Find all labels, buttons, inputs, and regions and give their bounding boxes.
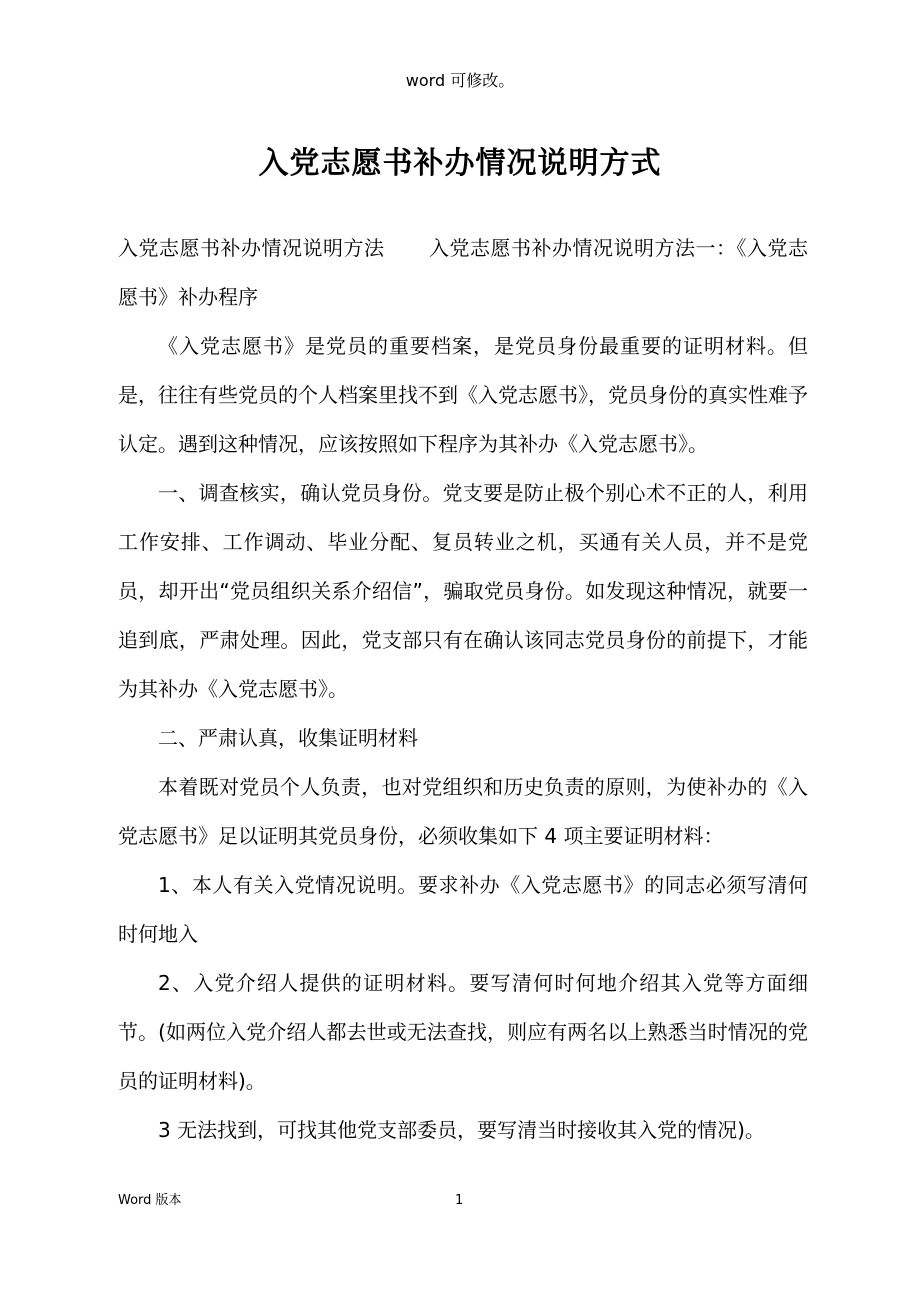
document-title: 入党志愿书补办情况说明方式 [258, 146, 662, 181]
paragraph-6: 2、入党介绍人提供的证明材料。要写清何时何地介绍其入党等方面细节。(如两位入党介绍人都去世或无法查找，则应有两名以上熟悉当时情况的党员的证明材料)。 [118, 971, 808, 1093]
paragraph-7: 3 无法找到，可找其他党支部委员，要写清当时接收其入党的情况)。 [158, 1118, 765, 1142]
intro-subheading: 入党志愿书补办情况说明方法一：《入党志愿书》补办程序 [118, 236, 808, 309]
intro-paragraph [118, 224, 808, 322]
paragraph-5: 1、本人有关入党情况说明。要求补办《入党志愿书》的同志必须写清何时何地入 [118, 873, 808, 946]
paragraph-3: 二、严肃认真，收集证明材料 [158, 726, 418, 750]
page-header-text: word 可修改。 [405, 71, 515, 90]
footer-label: Word 版本 [118, 1193, 182, 1208]
page-number: 1 [455, 1193, 464, 1208]
paragraph-4: 本着既对党员个人负责，也对党组织和历史负责的原则，为使补办的《入党志愿书》足以证明其党员身份，必须收集如下 4 项主要证明材料： [118, 775, 808, 848]
intro-heading: 入党志愿书补办情况说明方法 [118, 236, 385, 260]
document-body [118, 224, 808, 1155]
paragraph-1: 《入党志愿书》是党员的重要档案，是党员身份最重要的证明材料。但是，往往有些党员的个人档案里找不到《入党志愿书》，党员身份的真实性难予认定。遇到这种情况，应该按照如下程序为其补办《入党志愿书》。 [118, 334, 808, 456]
paragraph-2: 一、调查核实，确认党员身份。党支要是防止极个别心术不正的人，利用工作安排、工作调动、毕业分配、复员转业之机，买通有关人员，并不是党员，却开出“党员组织关系介绍信”，骗取党员身份。如发现这种情况，就要一追到底，严肃处理。因此，党支部只有在确认该同志党员身份的前提下，才能为其补办《入党志愿书》。 [118, 481, 808, 701]
